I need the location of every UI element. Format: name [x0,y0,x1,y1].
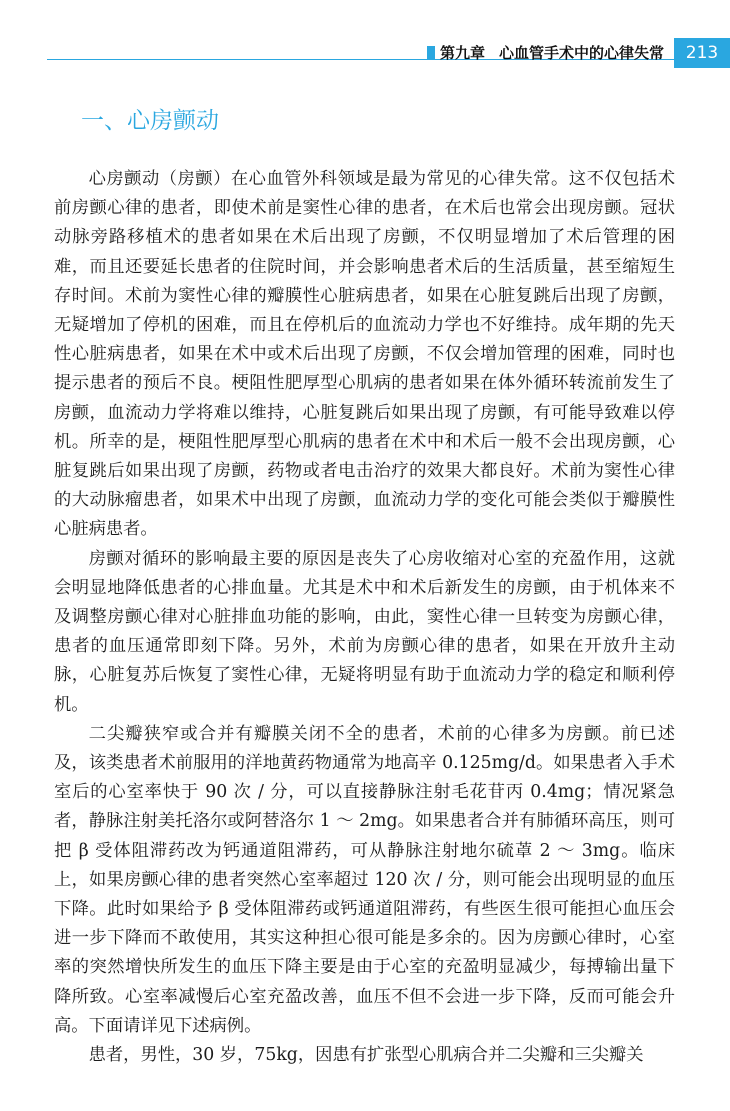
paragraph: 患者，男性，30 岁，75kg，因患有扩张型心肌病合并二尖瓣和三尖瓣关 [88,1045,644,1066]
section-title: 一、心房颤动 [81,108,219,134]
paragraph: 心房颤动（房颤）在心血管外科领域是最为常见的心律失常。这不仅包括术前房颤心律的患者，即使术前是窦性心律的患者，在术后也常会出现房颤。冠状动脉旁路移植术的患者如果在术后出现了房颤，不仅明显增加了术后管理的困难，而且还要延长患者的住院时间，并会影响患者术后的生活质量，甚至缩短生存时间。术前为窦性心律的瓣膜性心脏病患者，如果在心脏复跳后出现了房颤，无疑增加了停机的困难，而且在停机后的血流动力学也不好维持。成年期的先天性心脏病患者，如果在术中或术后出现了房颤，不仅会增加管理的困难，同时也提示患者的预后不良。梗阻性肥厚型心肌病的患者如果在体外循环转流前发生了房颤，血流动力学将难以维持，心脏复跳后如果出现了房颤，有可能导致难以停机。所幸的是，梗阻性肥厚型心肌病的患者在术中和术后一般不会出现房颤，心脏复跳后如果出现了房颤，药物或者电击治疗的效果大都良好。术前为窦性心律的大动脉瘤患者，如果术中出现了房颤，血流动力学的变化可能会类似于瓣膜性心脏病患者。 [54,169,675,540]
paragraph: 房颤对循环的影响最主要的原因是丧失了心房收缩对心室的充盈作用，这就会明显地降低患者的心排血量。尤其是术中和术后新发生的房颤，由于机体来不及调整房颤心律对心脏排血功能的影响，由此，窦性心律一旦转变为房颤心律，患者的血压通常即刻下降。另外，术前为房颤心律的患者，如果在开放升主动脉，心脏复苏后恢复了窦性心律，无疑将明显有助于血流动力学的稳定和顺利停机。 [54,548,675,715]
chapter-title: 心血管手术中的心律失常 [499,44,665,62]
page-number: 213 [674,38,730,68]
header-accent-bar [427,46,435,60]
body-text [54,165,675,1070]
chapter-number: 第九章 [440,44,486,62]
running-header [440,43,664,63]
paragraph: 二尖瓣狭窄或合并有瓣膜关闭不全的患者，术前的心律多为房颤。前已述及，该类患者术前服用的洋地黄药物通常为地高辛 0.125mg/d。如果患者入手术室后的心室率快于 90 次 / 分，可以直接静脉注射毛花苷丙 0.4mg；情况紧急者，静脉注射美托洛尔或阿替洛尔 1 ～ 2mg。如果患者合并有肺循环高压，则可把 β 受体阻滞药改为钙通道阻滞药，可从静脉注射地尔硫䓬 2 ～ 3mg。临床上，如果房颤心律的患者突然心室率超过 120 次 / 分，则可能会出现明显的血压下降。此时如果给予 β 受体阻滞药或钙通道阻滞药，有些医生很可能担心血压会进一步下降而不敢使用，其实这种担心很可能是多余的。因为房颤心律时，心室率的突然增快所发生的血压下降主要是由于心室的充盈明显减少，每搏输出量下降所致。心室率减慢后心室充盈改善，血压不但不会进一步下降，反而可能会升高。下面请详见下述病例。 [54,723,675,1036]
